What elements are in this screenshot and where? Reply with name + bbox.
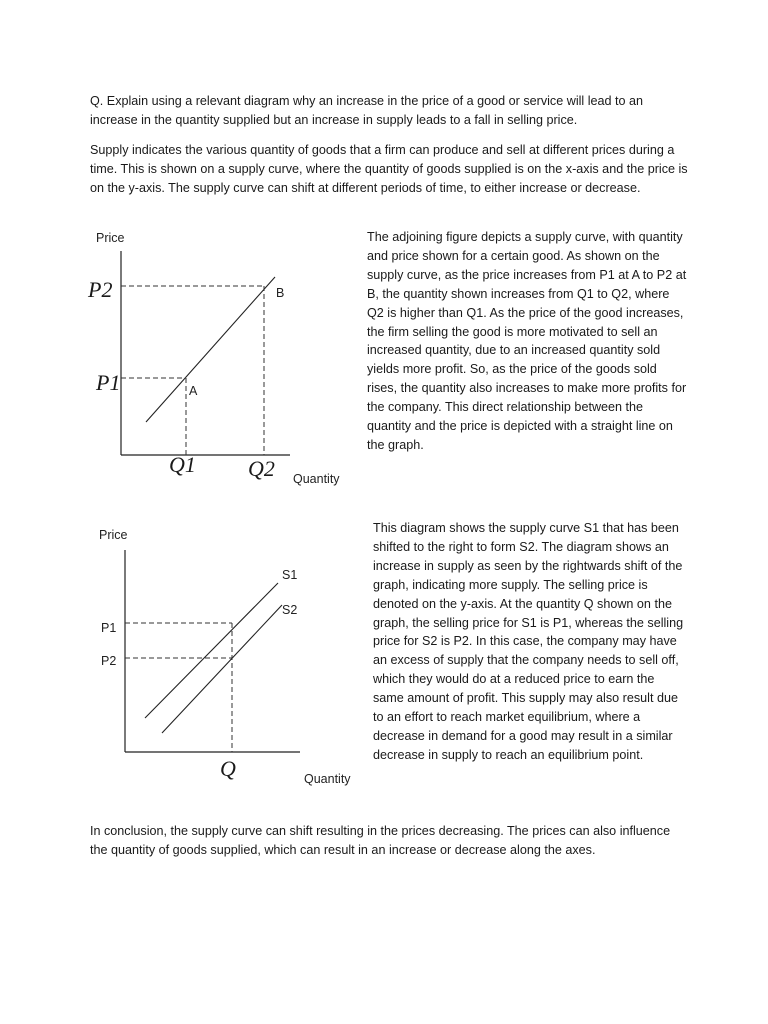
figure2-s2-label: S2	[282, 603, 298, 617]
figure1-handwritten-q2: Q2	[248, 456, 275, 481]
figure1-handwritten-p2: P2	[88, 277, 113, 302]
figure1-quantity-label: Quantity	[293, 472, 340, 486]
figure1-price-label: Price	[96, 231, 125, 245]
figure2-p2-label: P2	[101, 654, 117, 668]
figure1-point-b: B	[276, 286, 285, 300]
figure2-s2-curve	[162, 605, 282, 733]
figure2-axes	[125, 550, 300, 752]
figure2-handwritten-q: Q	[220, 756, 236, 781]
figure2-s1-label: S1	[282, 568, 298, 582]
figure1-handwritten-p1: P1	[96, 370, 121, 395]
figure2-quantity-label: Quantity	[304, 772, 351, 786]
figure2-p1-label: P1	[101, 621, 117, 635]
figure1-point-a: A	[189, 384, 198, 398]
intro-paragraph: Supply indicates the various quantity of goods that a firm can produce and sell at different prices during a time. This is shown on a supply curve, where the quantity of goods supplied is on the x-axis and the price is on the y-axis. The supply curve can shift at different periods of time, to either increase or decrease.	[90, 143, 688, 195]
figure2-price-label: Price	[99, 528, 128, 542]
figure2-description: This diagram shows the supply curve S1 that has been shifted to the right to form S2. The diagram shows an increase in supply as seen by the rightwards shift of the graph, indicating more supply. The selling price is denoted on the y-axis. At the quantity Q shown on the graph, the selling price for S1 is P1, whereas the selling price for S2 is P2. In this case, the company may have an excess of supply that the company needs to sell off, which they would do at a reduced price to earn the same amount of profit. This supply may also result due to an effort to reach market equilibrium, where a decrease in demand for a good may result in a similar decrease in supply to reach an equilibrium point.	[373, 521, 684, 762]
figure1-supply-curve	[146, 277, 275, 422]
figure1-axes	[121, 251, 290, 455]
figure1-description: The adjoining figure depicts a supply curve, with quantity and price shown for a certain good. As shown on the supply curve, as the price increases from P1 at A to P2 at B, the quantity shown increases from Q1 to Q2, where Q2 is higher than Q1. As the price of the good increases, the firm selling the good is more motivated to sell an increased quantity, due to an increased quantity sold yields more profit. So, as the price of the goods sold rises, the quantity also increases to make more profits for the company. This direct relationship between the quantity and the price is depicted with a straight line on the graph.	[367, 230, 687, 452]
figure2-s1-curve	[145, 583, 278, 718]
conclusion-paragraph: In conclusion, the supply curve can shift resulting in the prices decreasing. The prices can also influence the quantity of goods supplied, which can result in an increase or decrease along the axes.	[90, 824, 671, 857]
figure1-handwritten-q1: Q1	[169, 452, 196, 477]
question-text: Q. Explain using a relevant diagram why an increase in the price of a good or service will lead to an increase in the quantity supplied but an increase in supply leads to a fall in selling price.	[90, 94, 644, 127]
